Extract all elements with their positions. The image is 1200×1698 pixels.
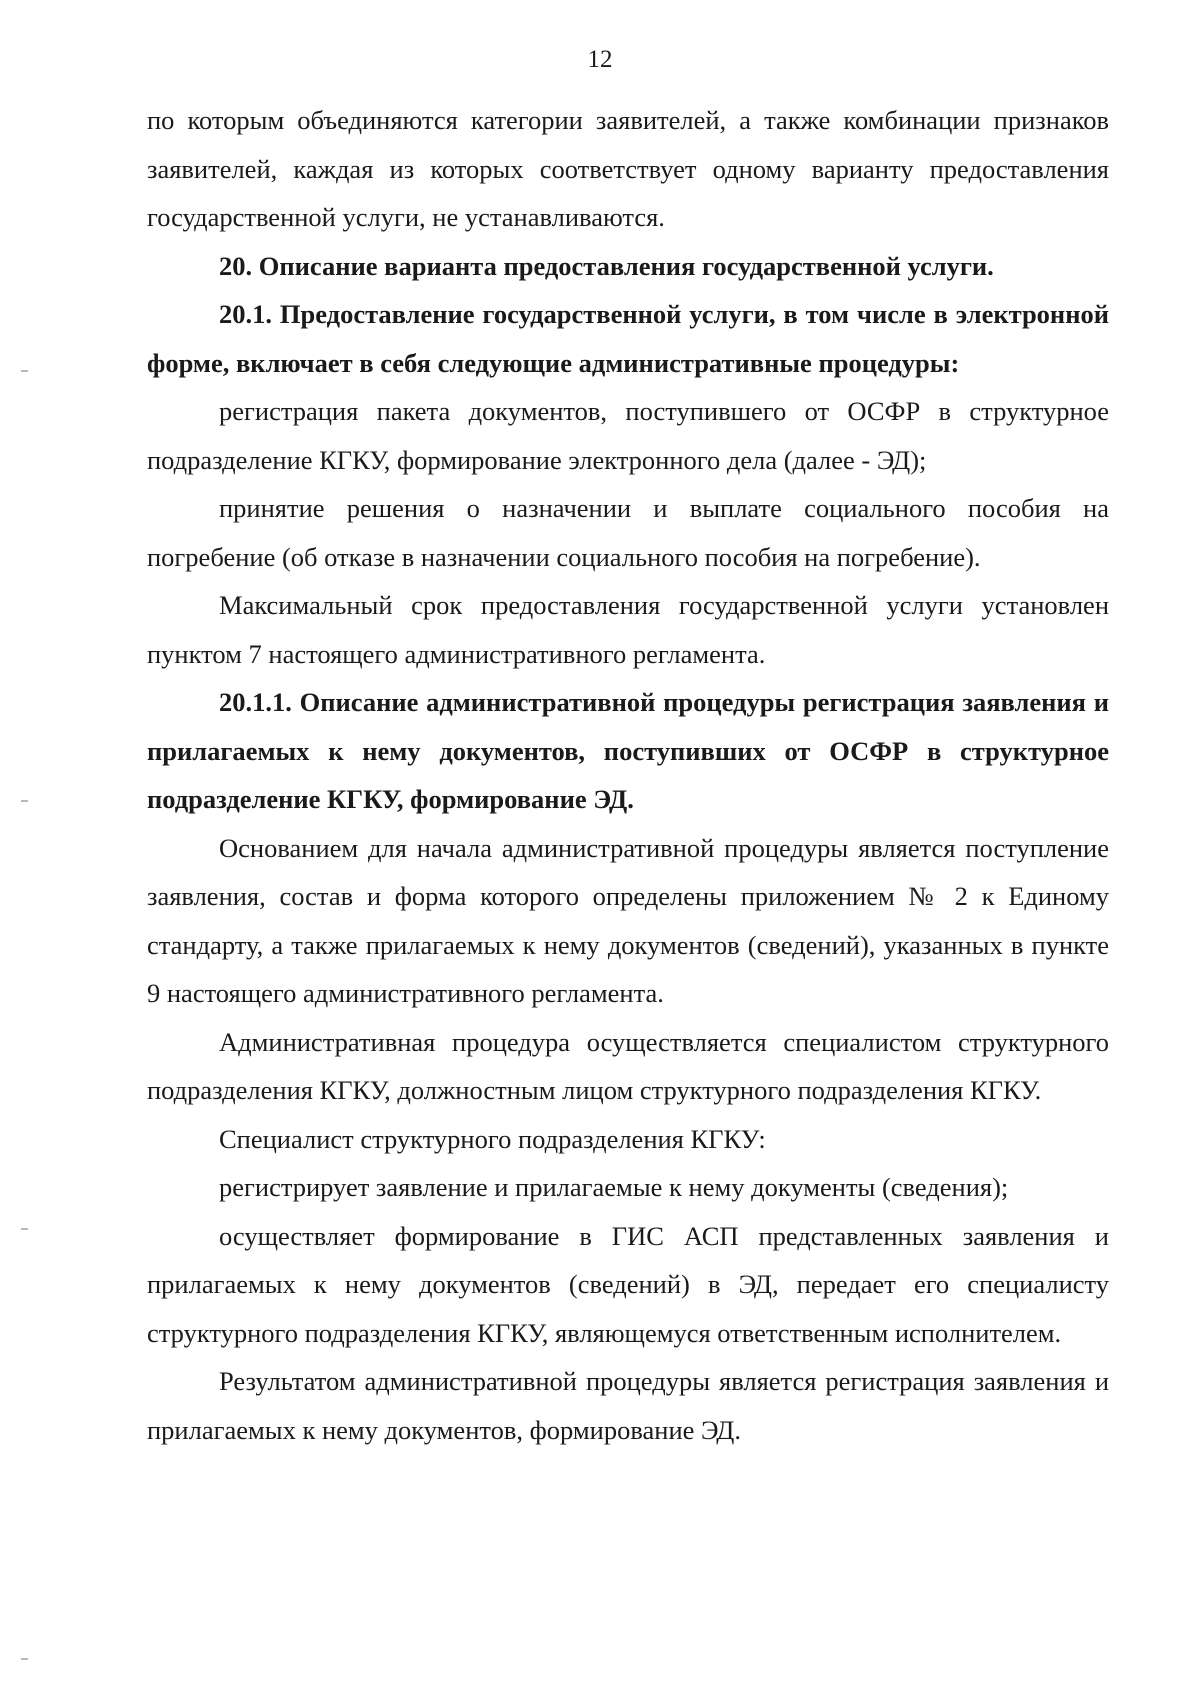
scan-margin-mark [21,1658,28,1660]
section-heading-20-1-1: 20.1.1. Описание административной процедуры регистрация заявления и прилагаемых к нему документов, поступивших от ОСФР в структурное подразделение КГКУ, формирование ЭД. [147,687,1109,814]
section-heading-20-1: 20.1. Предоставление государственной услуги, в том числе в электронной форме, включает в себя следующие административные процедуры: [147,299,1109,378]
page-number: 12 [587,46,613,73]
scan-margin-mark [21,1228,28,1230]
paragraph-specialist-intro: Специалист структурного подразделения КГКУ: [219,1123,766,1154]
paragraph-performer: Административная процедура осуществляется специалистом структурного подразделения КГКУ, должностным лицом структурного подразделения КГКУ. [147,1026,1109,1105]
list-item-forms-ed: осуществляет формирование в ГИС АСП представленных заявления и прилагаемых к нему документов (сведений) в ЭД, передает его специалисту структурного подразделения КГКУ, являющемуся ответственным исполнителем. [147,1220,1109,1348]
scan-margin-mark [21,370,28,372]
scan-margin-mark [21,800,28,802]
procedure-item-registration: регистрация пакета документов, поступившего от ОСФР в структурное подразделение КГКУ, формирование электронного дела (далее - ЭД); [147,396,1109,475]
paragraph-result: Результатом административной процедуры является регистрация заявления и прилагаемых к нему документов, формирование ЭД. [147,1366,1109,1445]
section-heading-20: 20. Описание варианта предоставления государственной услуги. [219,250,994,281]
paragraph-max-term: Максимальный срок предоставления государственной услуги установлен пунктом 7 настоящего административного регламента. [147,590,1109,669]
procedure-item-decision: принятие решения о назначении и выплате социального пособия на погребение (об отказе в назначении социального пособия на погребение). [147,493,1109,572]
paragraph-basis: Основанием для начала административной процедуры является поступление заявления, состав и форма которого определены приложением № 2 к Единому стандарту, а также прилагаемых к нему документов (сведений), указанных в пункте 9 настоящего административного регламента. [147,832,1109,1008]
document-body [147,96,1109,1454]
list-item-registers: регистрирует заявление и прилагаемые к нему документы (сведения); [219,1172,1009,1202]
paragraph-continuation: по которым объединяются категории заявителей, а также комбинации признаков заявителей, каждая из которых соответствует одному варианту предоставления государственной услуги, не устанавливаются. [147,105,1109,232]
